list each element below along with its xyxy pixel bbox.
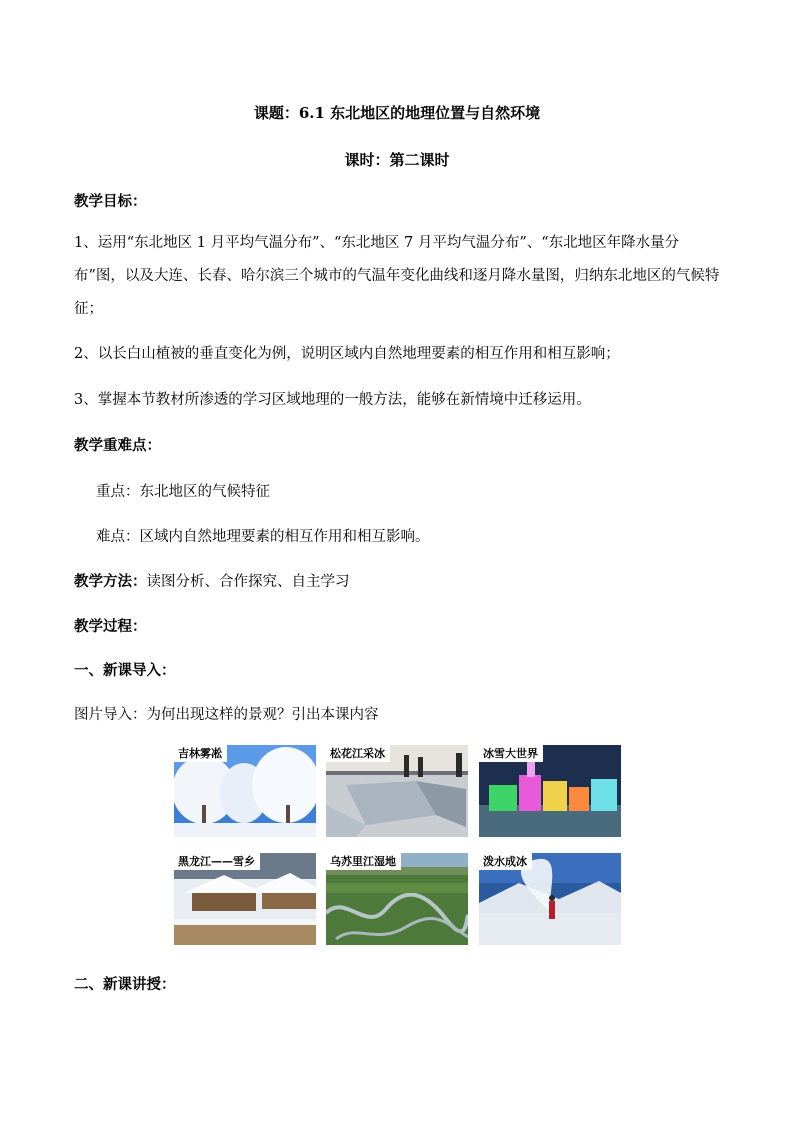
photo-jilin-rime — [174, 745, 316, 837]
lesson-title: 课题：6.1 东北地区的地理位置与自然环境 — [253, 104, 541, 122]
photo-caption: 冰雪大世界 — [479, 745, 543, 762]
objective-2: 2、以长白山植被的垂直变化为例，说明区域内自然地理要素的相互作用和相互影响； — [74, 346, 620, 362]
key-point: 重点：东北地区的气候特征 — [96, 484, 270, 500]
section-new-lesson-intro: 一、新课导入： — [74, 662, 176, 679]
photo-caption: 松花江采冰 — [326, 745, 390, 762]
lesson-period: 课时：第二课时 — [344, 151, 450, 169]
photo-ice-snow-world — [479, 745, 621, 837]
difficult-point: 难点：区域内自然地理要素的相互作用和相互影响。 — [96, 529, 430, 545]
process-heading: 教学过程： — [74, 618, 147, 635]
photo-caption: 乌苏里江湿地 — [326, 853, 401, 870]
teaching-methods — [74, 575, 724, 589]
objectives-heading: 教学目标： — [74, 193, 147, 210]
photo-songhua-ice — [326, 745, 468, 837]
photo-wusuli-wetland — [326, 853, 468, 945]
section-new-lesson-teaching: 二、新课讲授： — [74, 976, 176, 993]
photo-water-to-ice — [479, 853, 621, 945]
methods-value: 读图分析、合作探究、自主学习 — [146, 574, 350, 590]
keypoints-heading: 教学重难点： — [74, 437, 161, 454]
photo-caption: 吉林雾凇 — [174, 745, 227, 762]
photo-snow-village — [174, 853, 316, 945]
intro-text: 图片导入：为何出现这样的景观？引出本课内容 — [74, 707, 379, 723]
photo-caption: 泼水成冰 — [479, 853, 532, 870]
photo-caption: 黑龙江——雪乡 — [174, 853, 260, 870]
methods-label: 教学方法： — [74, 573, 147, 590]
objective-1: 1、运用“东北地区 1 月平均气温分布”、“东北地区 7 月平均气温分布”、“东北地区年降水量分布”图，以及大连、长春、哈尔滨三个城市的气温年变化曲线和逐月降水量图，归纳东北地区的气候特征； — [74, 235, 720, 317]
objective-3: 3、掌握本节教材所渗透的学习区域地理的一般方法，能够在新情境中迁移运用。 — [74, 392, 591, 408]
